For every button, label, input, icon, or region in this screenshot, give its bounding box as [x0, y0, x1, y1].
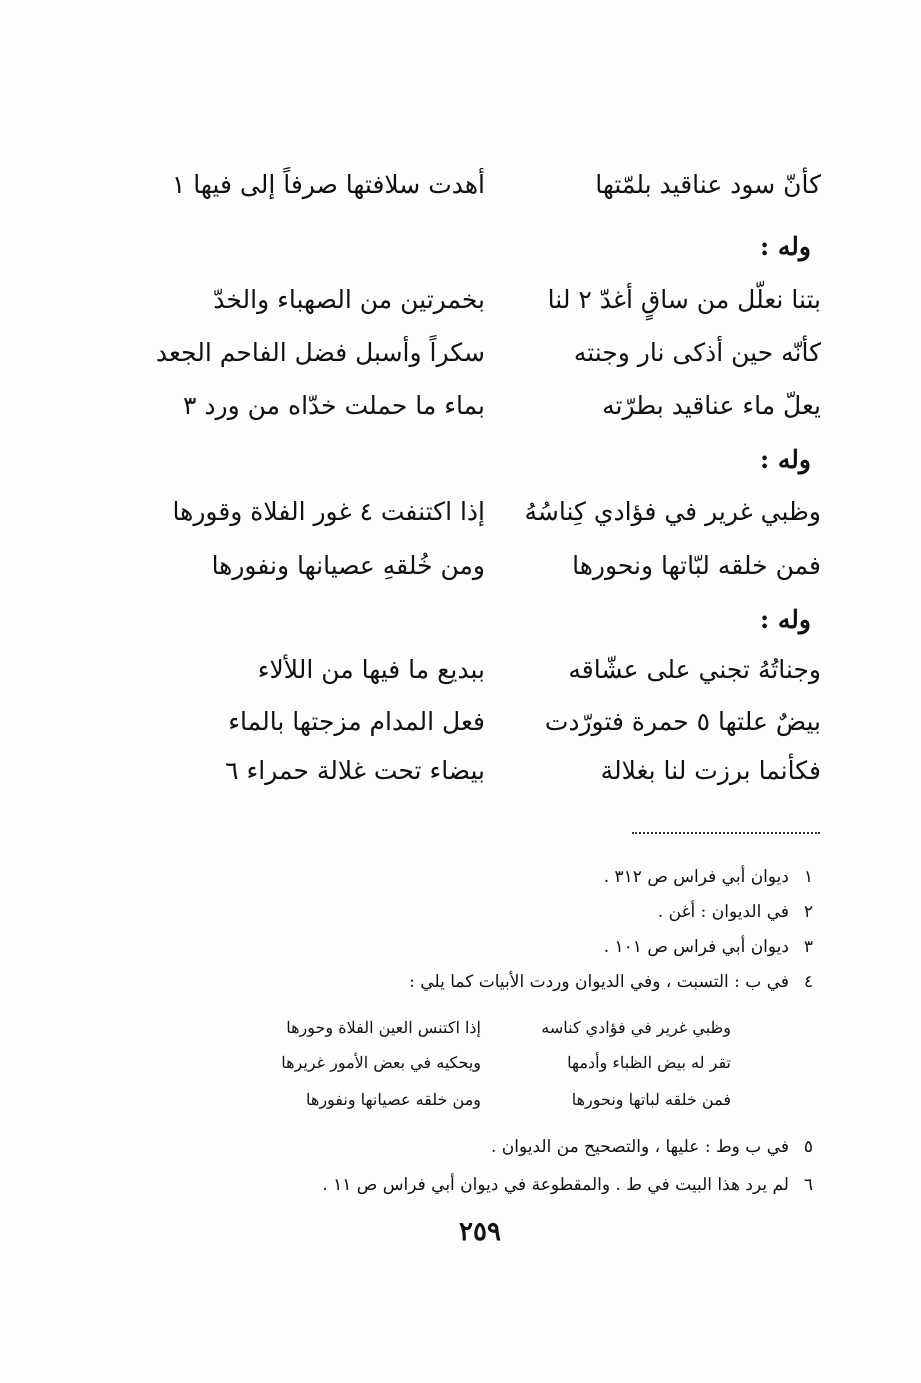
footnote-number: ٦: [803, 1175, 813, 1195]
footnote-number: ٥: [803, 1137, 813, 1157]
footnote: [322, 1170, 813, 1200]
footnote-number: ٣: [803, 937, 813, 957]
verse-second-hemistich: ويحكيه في بعض الأمور غريرها: [281, 1052, 481, 1072]
footnote-number: ٢: [803, 902, 813, 922]
footnote-text: في الديوان : أغن .: [657, 902, 789, 922]
section-label: وله :: [759, 445, 811, 474]
footnote-separator: [632, 832, 820, 834]
verse-first-hemistich: وجناتُهُ تجني على عشّاقه: [568, 655, 821, 684]
verse-line: [101, 645, 821, 695]
footnote-text: ديوان أبي فراس ص ٣١٢ .: [603, 867, 789, 887]
footnote: [409, 967, 813, 997]
verse-line: [101, 541, 821, 591]
verse-line: [101, 381, 821, 431]
verse-first-hemistich: فمن خلقه لباتها ونحورها: [571, 1089, 731, 1109]
verse-line: [101, 160, 821, 210]
footnote-text: لم يرد هذا البيت في ط . والمقطوعة في ديوان أبي فراس ص ١١ .: [322, 1175, 789, 1195]
verse-line: [101, 697, 821, 747]
verse-line: [101, 746, 821, 796]
verse-second-hemistich: أهدت سلافتها صرفاً إلى فيها ١: [171, 170, 485, 199]
verse-second-hemistich: بيضاء تحت غلالة حمراء ٦: [225, 756, 485, 785]
footnote: [604, 862, 813, 892]
footnote-text: في ب وط : عليها ، والتصحيح من الديوان .: [490, 1137, 789, 1157]
verse-second-hemistich: إذا اكتنفت ٤ غور الفلاة وقورها: [172, 497, 485, 526]
section-label: وله :: [759, 605, 811, 634]
verse-first-hemistich: فمن خلقه لبّاتها ونحورها: [572, 551, 821, 580]
verse-first-hemistich: بيضٌ علتها ٥ حمرة فتورّدت: [544, 707, 821, 736]
verse-first-hemistich: فكأنما برزت لنا بغلالة: [600, 756, 821, 785]
section-label: وله :: [759, 232, 811, 261]
verse-line: [101, 487, 821, 537]
verse-second-hemistich: فعل المدام مزجتها بالماء: [228, 707, 485, 736]
verse-second-hemistich: إذا اكتنس العين الفلاة وحورها: [286, 1017, 481, 1037]
verse-first-hemistich: يعلّ ماء عناقيد بطرّته: [602, 391, 821, 420]
verse-second-hemistich: بماء ما حملت خدّاه من ورد ٣: [183, 391, 485, 420]
verse-second-hemistich: ومن خُلقهِ عصيانها ونفورها: [211, 551, 485, 580]
footnote-number: ١: [803, 867, 813, 887]
verse-second-hemistich: سكراً وأسبل فضل الفاحم الجعد: [155, 338, 485, 367]
verse-first-hemistich: بتنا نعلّل من ساقٍ أغدّ ٢ لنا: [547, 285, 821, 314]
verse-first-hemistich: كأنّ سود عناقيد بلمّتها: [595, 170, 821, 199]
footnote-verse-line: [211, 1084, 731, 1114]
verse-line: [101, 328, 821, 378]
page-number: ٢٥٩: [459, 1217, 501, 1247]
verse-first-hemistich: وظبي غرير في فؤادي كِناسُهُ: [524, 497, 821, 526]
verse-second-hemistich: ببديع ما فيها من اللألاء: [257, 655, 485, 684]
footnote-number: ٤: [803, 972, 813, 992]
footnote-text: ديوان أبي فراس ص ١٠١ .: [603, 937, 789, 957]
verse-first-hemistich: كأنّه حين أذكى نار وجنته: [573, 338, 821, 367]
verse-first-hemistich: تقر له بيض الظباء وأدمها: [567, 1052, 731, 1072]
footnote: [658, 897, 813, 927]
footnote-verse-line: [211, 1047, 731, 1077]
footnote-text: في ب : التسبت ، وفي الديوان وردت الأبيات كما يلي :: [409, 972, 789, 992]
verse-line: [101, 275, 821, 325]
footnote: [604, 932, 813, 962]
verse-second-hemistich: ومن خلقه عصيانها ونفورها: [306, 1089, 481, 1109]
verse-second-hemistich: بخمرتين من الصهباء والخدّ: [213, 285, 485, 314]
footnote: [491, 1132, 813, 1162]
verse-first-hemistich: وظبي غرير في فؤادي كناسه: [541, 1017, 731, 1037]
footnote-verse-line: [211, 1012, 731, 1042]
